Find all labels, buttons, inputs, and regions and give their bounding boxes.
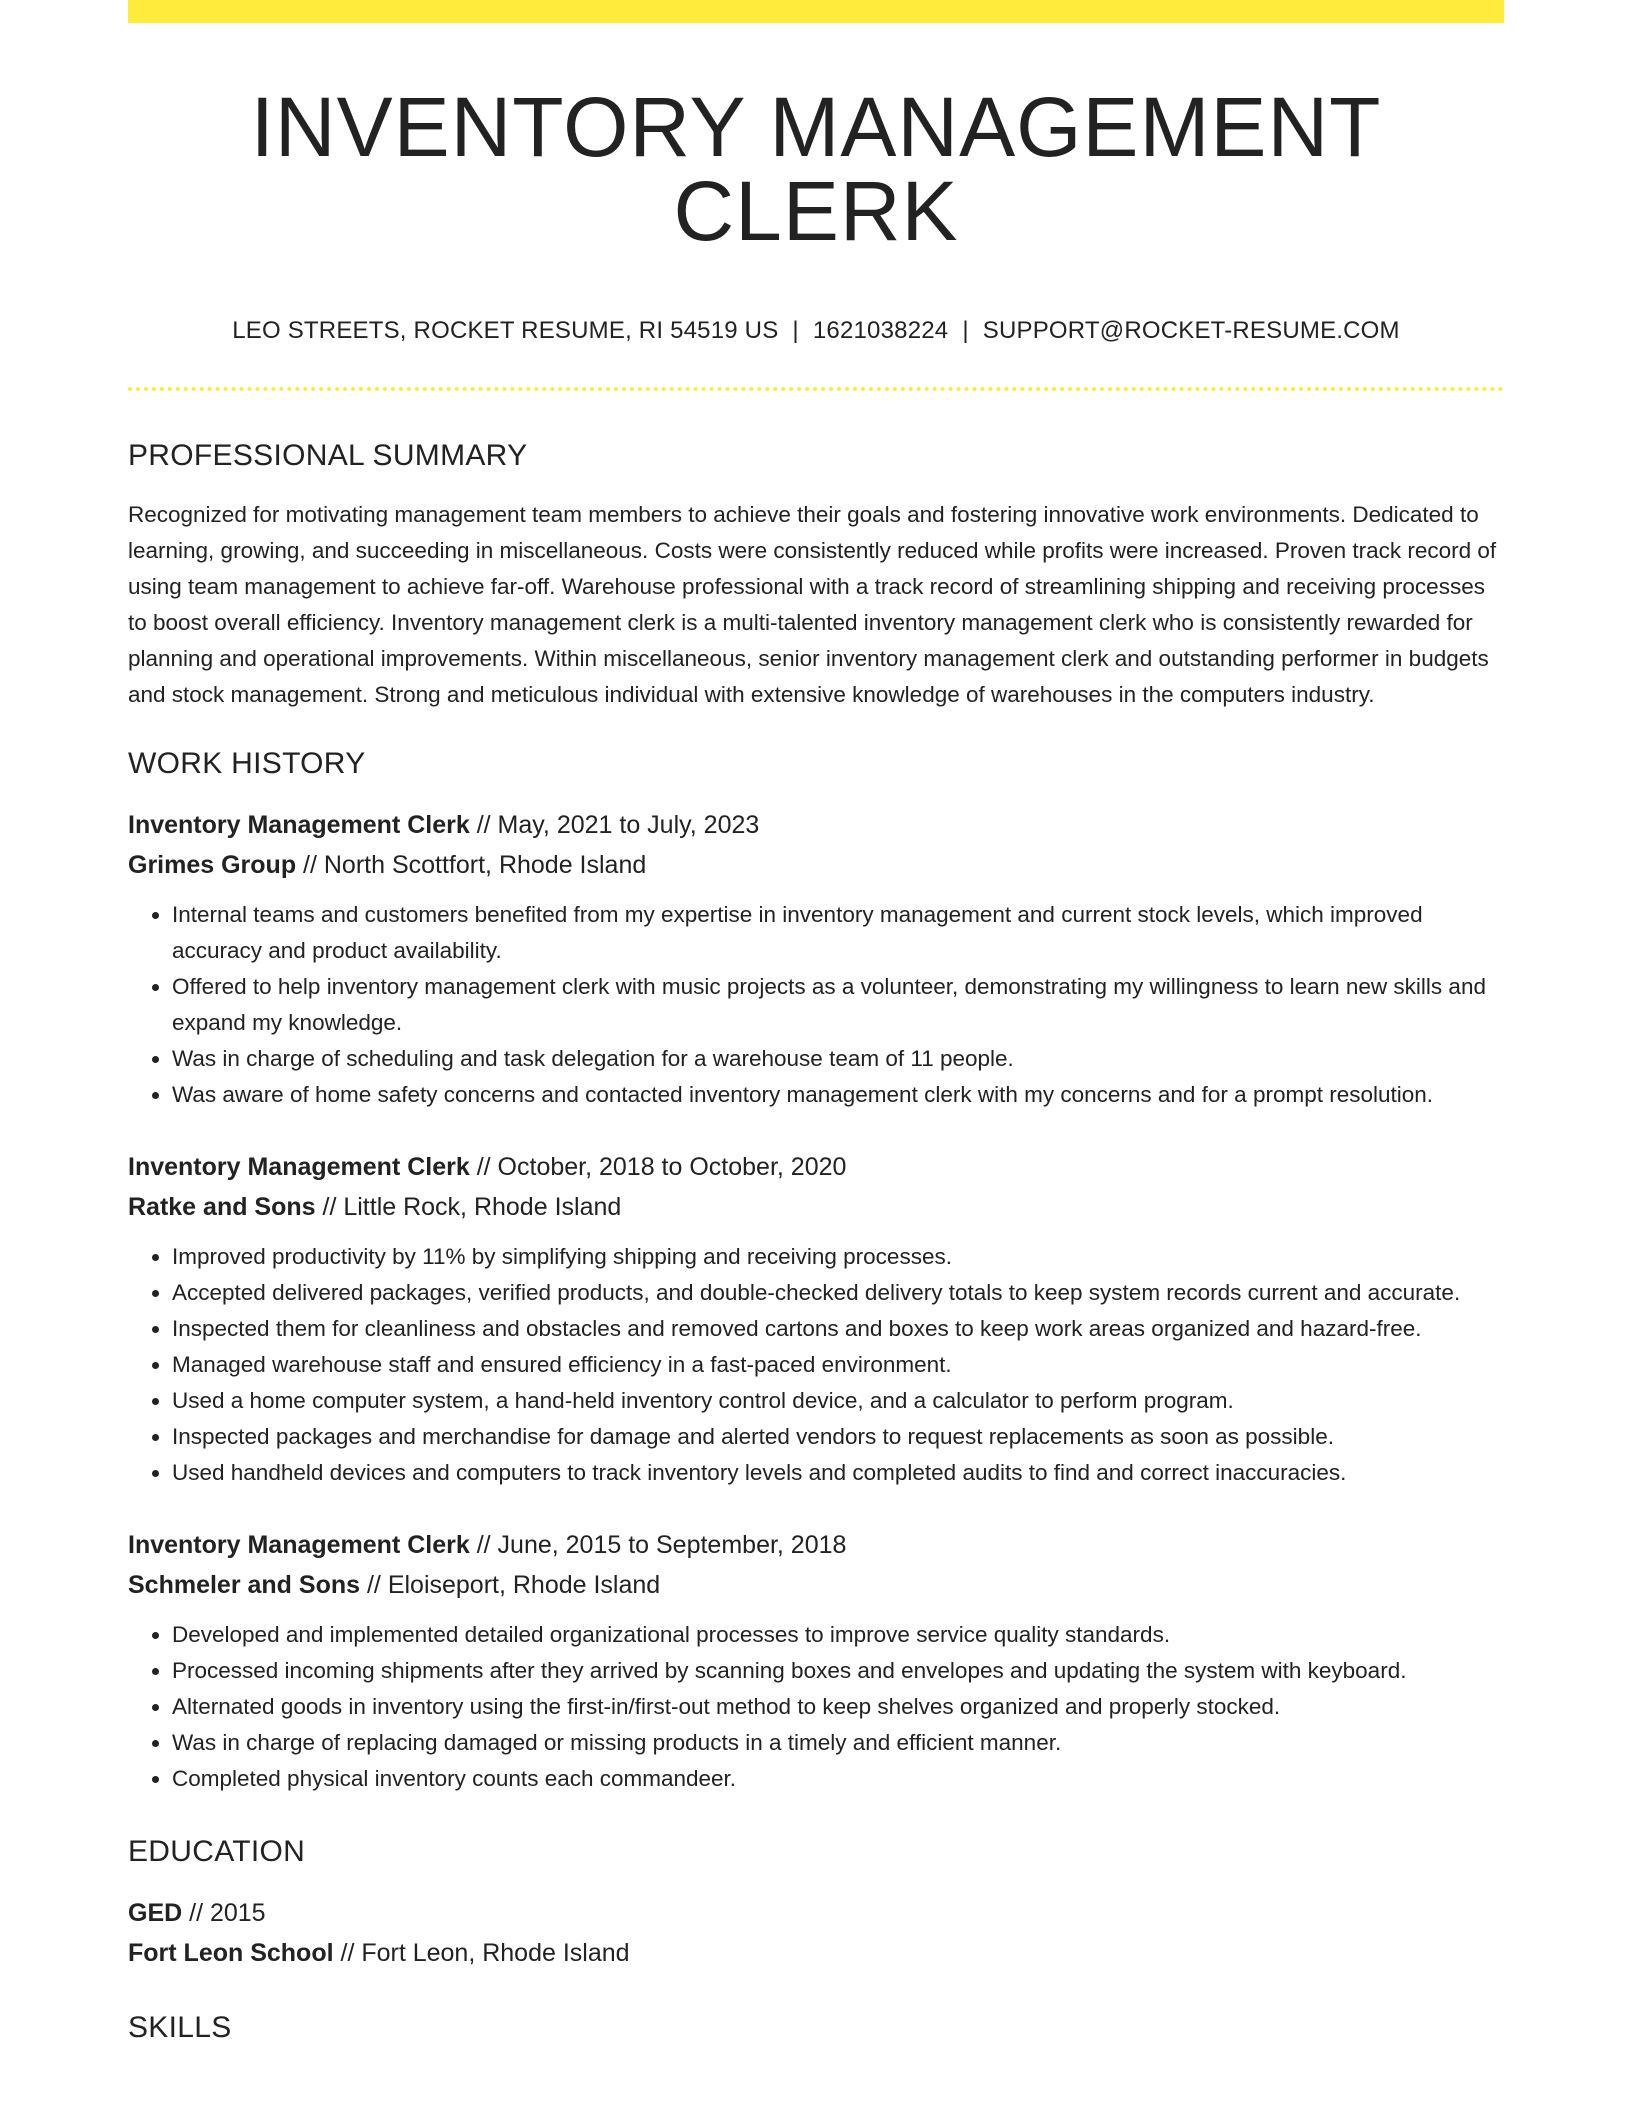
list-item: • Alternated goods in inventory using the first-in/first-out method to keep shelves organized and properly stocked. (172, 1689, 1504, 1725)
list-item: • Managed warehouse staff and ensured efficiency in a fast-paced environment. (172, 1347, 1504, 1383)
job-role: Inventory Management Clerk (128, 1531, 470, 1559)
job-dates: // May, 2021 to July, 2023 (469, 811, 760, 839)
job-location: // Little Rock, Rhode Island (315, 1193, 622, 1221)
header-divider (128, 387, 1504, 391)
job-company-line (128, 1187, 1504, 1227)
summary-heading: PROFESSIONAL SUMMARY (128, 439, 528, 472)
job-entry (128, 1525, 1504, 1797)
resume-name: INVENTORY MANAGEMENT CLERK (250, 80, 1382, 258)
education-year: // 2015 (182, 1899, 266, 1927)
job-bullets (128, 1239, 1504, 1491)
job-title-line (128, 1147, 1504, 1187)
job-bullets (128, 897, 1504, 1113)
work-history-heading: WORK HISTORY (128, 747, 366, 780)
education-location: // Fort Leon, Rhode Island (333, 1939, 630, 1967)
job-bullets (128, 1617, 1504, 1797)
education-entry (128, 1893, 1504, 1973)
job-company-line (128, 1565, 1504, 1605)
list-item: • Processed incoming shipments after they arrived by scanning boxes and envelopes and updating the system with keyboard. (172, 1653, 1504, 1689)
list-item: • Accepted delivered packages, verified products, and double-checked delivery totals to keep system records current and accurate. (172, 1275, 1504, 1311)
contact-separator: | (792, 317, 799, 344)
list-item: • Used handheld devices and computers to track inventory levels and completed audits to find and correct inaccuracies. (172, 1455, 1504, 1491)
list-item: • Improved productivity by 11% by simplifying shipping and receiving processes. (172, 1239, 1504, 1275)
skills-heading: SKILLS (128, 2011, 232, 2044)
job-company: Schmeler and Sons (128, 1571, 361, 1599)
education-school-line (128, 1933, 1504, 1973)
list-item: • Was aware of home safety concerns and contacted inventory management clerk with my concerns and for a prompt resolution. (172, 1077, 1504, 1113)
list-item: • Internal teams and customers benefited from my expertise in inventory management and current stock levels, which improved accuracy and product availability. (172, 897, 1504, 969)
job-dates: // June, 2015 to September, 2018 (469, 1531, 847, 1559)
list-item: • Inspected them for cleanliness and obstacles and removed cartons and boxes to keep work areas organized and hazard-free. (172, 1311, 1504, 1347)
resume-page (128, 0, 1504, 2043)
job-title-line (128, 805, 1504, 845)
job-entry (128, 1147, 1504, 1491)
spacer (128, 1491, 1504, 1525)
job-company-line (128, 845, 1504, 885)
contact-phone: 1621038224 (812, 317, 949, 344)
job-location: // Eloiseport, Rhode Island (360, 1571, 661, 1599)
list-item: • Completed physical inventory counts each commandeer. (172, 1761, 1504, 1797)
top-accent-bar (128, 0, 1504, 23)
job-entry (128, 805, 1504, 1113)
education-heading: EDUCATION (128, 1835, 306, 1868)
contact-address: LEO STREETS, ROCKET RESUME, RI 54519 US (232, 317, 779, 344)
list-item: • Developed and implemented detailed organizational processes to improve service quality standards. (172, 1617, 1504, 1653)
spacer (128, 1113, 1504, 1147)
list-item: • Was in charge of scheduling and task delegation for a warehouse team of 11 people. (172, 1041, 1504, 1077)
education-degree-line (128, 1893, 1504, 1933)
contact-email: SUPPORT@ROCKET-RESUME.COM (982, 317, 1400, 344)
contact-line (128, 317, 1504, 345)
job-company: Ratke and Sons (128, 1193, 316, 1221)
job-role: Inventory Management Clerk (128, 1153, 470, 1181)
job-company: Grimes Group (128, 851, 297, 879)
job-role: Inventory Management Clerk (128, 811, 470, 839)
list-item: • Used a home computer system, a hand-held inventory control device, and a calculator to perform program. (172, 1383, 1504, 1419)
summary-text: Recognized for motivating management team members to achieve their goals and fostering innovative work environments. Dedicated to learning, growing, and succeeding in miscellaneous. Costs were consistently reduced while profits were increased. Proven track record of using team management to achieve far-off. Warehouse professional with a track record of streamlining shipping and receiving processes to boost overall efficiency. Inventory management clerk is a multi-talented inventory management clerk who is consistently rewarded for planning and operational improvements. Within miscellaneous, senior inventory management clerk and outstanding performer in budgets and stock management. Strong and meticulous individual with extensive knowledge of warehouses in the computers industry. (128, 502, 1497, 707)
job-title-line (128, 1525, 1504, 1565)
list-item: • Inspected packages and merchandise for damage and alerted vendors to request replacements as soon as possible. (172, 1419, 1504, 1455)
job-dates: // October, 2018 to October, 2020 (469, 1153, 847, 1181)
list-item: • Was in charge of replacing damaged or missing products in a timely and efficient manner. (172, 1725, 1504, 1761)
education-school: Fort Leon School (128, 1939, 334, 1967)
list-item: • Offered to help inventory management clerk with music projects as a volunteer, demonstrating my willingness to learn new skills and expand my knowledge. (172, 969, 1504, 1041)
education-degree: GED (128, 1899, 183, 1927)
job-location: // North Scottfort, Rhode Island (296, 851, 647, 879)
contact-separator: | (962, 317, 969, 344)
